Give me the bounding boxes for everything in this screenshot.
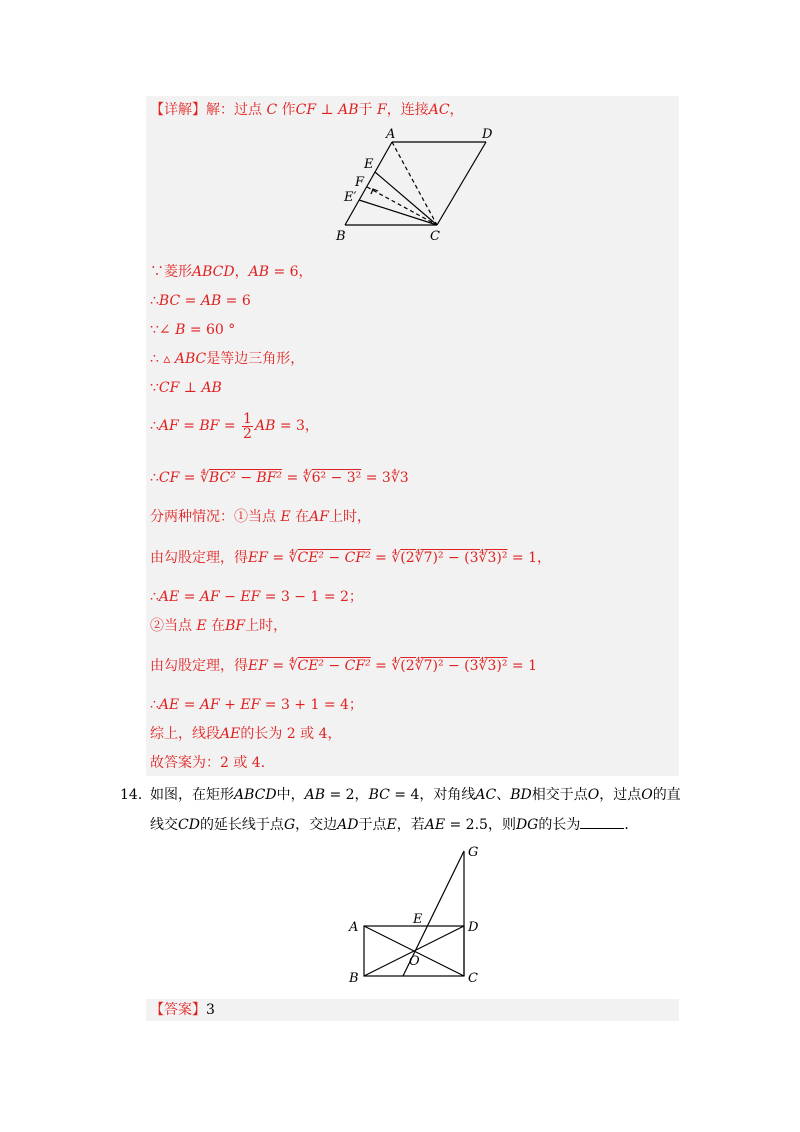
question-line-1: 如图，在矩形ABCD中，AB = 2，BC = 4，对角线AC、BD相交于点O，过点O的直 (150, 787, 681, 803)
fig2-label-b: B (349, 971, 359, 986)
fig1-label-a: A (386, 127, 396, 142)
solution-line-7: ∴CF = ∜BC² − BF² = ∜6² − 3² = 3∜3 (150, 470, 409, 486)
fig1-label-b: B (336, 229, 346, 244)
solution-line-10: ∴AE = AF − EF = 3 − 1 = 2； (150, 589, 363, 605)
solution-line-12: 由勾股定理，得EF = ∜CE² − CF² = ∜(2∜7)² − (3∜3)² = 1 (150, 658, 538, 674)
answer-blank[interactable] (580, 816, 624, 829)
solution-line-3: ∵∠ B = 60 ° (150, 322, 236, 338)
fig1-label-d: D (482, 127, 493, 142)
answer-value: 3 (206, 1002, 215, 1018)
fig1-label-e-prime: E′ (344, 190, 357, 205)
fraction-one-half: $\frac{1}{2}$ (243, 410, 252, 442)
answer-bar (146, 999, 679, 1021)
solution-line-9: 由勾股定理，得EF = ∜CE² − CF² = ∜(2∜7)² − (3∜3)² = 1， (150, 550, 552, 566)
solution-line-2: ∴BC = AB = 6 (150, 293, 251, 309)
solution-line-4: ∴ ▵ ABC是等边三角形， (150, 351, 305, 367)
fig1-label-c: C (430, 229, 440, 244)
fig2-label-o: O (409, 954, 420, 969)
question-number: 14． (120, 787, 152, 803)
fig2-label-g: G (468, 845, 479, 860)
solution-line-15: 故答案为：2 或 4． (150, 755, 275, 771)
solution-line-14: 综上，线段AE的长为 2 或 4， (150, 726, 342, 742)
fig2-label-c: C (468, 971, 478, 986)
answer-tag: 【答案】 (150, 1002, 206, 1018)
solution-line-8: 分两种情况：①当点 E 在AF上时， (150, 509, 371, 525)
fig2-label-a: A (349, 920, 359, 935)
question-line-2: 线交CD的延长线于点G，交边AD于点E，若AE = 2.5，则DG的长为 ． (150, 817, 639, 833)
solution-line-13: ∴AE = AF + EF = 3 + 1 = 4； (150, 697, 363, 713)
fig1-label-f: F (355, 175, 365, 190)
fig2-label-d: D (468, 920, 479, 935)
solution-line-1: ∵菱形ABCD，AB = 6， (150, 264, 313, 280)
fig2-label-e: E (413, 912, 423, 927)
solution-line-11: ②当点 E 在BF上时， (150, 618, 288, 634)
solution-intro: 【详解】解：过点 C 作CF ⊥ AB于 F，连接AC， (150, 102, 464, 118)
solution-line-5: ∵CF ⊥ AB (150, 380, 222, 396)
fig1-label-e: E (364, 157, 374, 172)
solution-line-6: ∴AF = BF = $\frac{1}{2}$ AB = 3， (150, 410, 319, 442)
answer-line (150, 1000, 215, 1020)
